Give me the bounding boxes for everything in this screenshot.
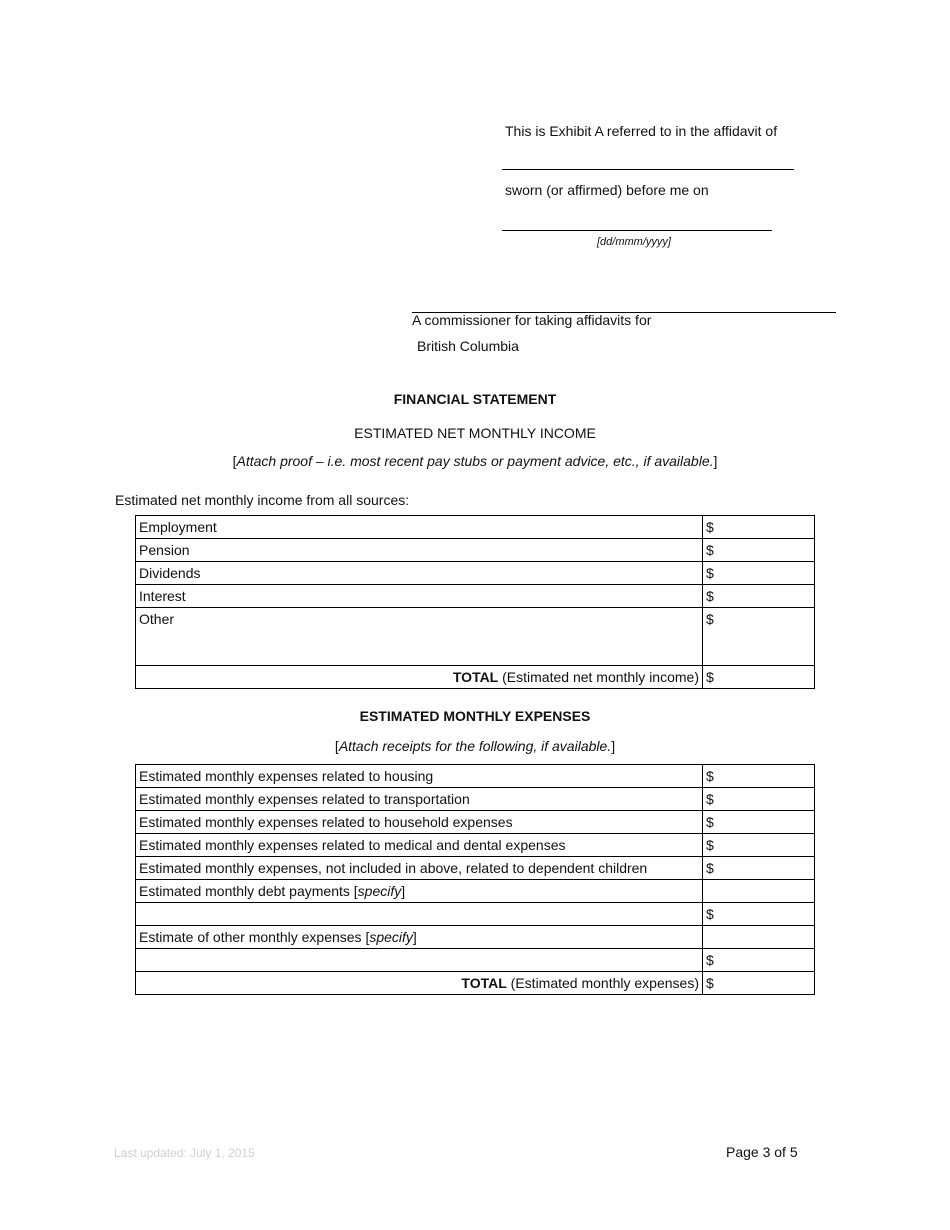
expense-label: Estimated monthly expenses related to housing bbox=[136, 765, 703, 788]
sworn-date-line[interactable] bbox=[502, 230, 772, 231]
debt-amount-cell[interactable]: $ bbox=[703, 903, 815, 926]
income-amount-cell[interactable]: $ bbox=[703, 539, 815, 562]
expense-total-amount[interactable]: $ bbox=[703, 972, 815, 995]
income-note: [Attach proof – i.e. most recent pay stubs or payment advice, etc., if available.] bbox=[232, 453, 718, 469]
income-total-label: TOTAL (Estimated net monthly income) bbox=[136, 666, 703, 689]
income-row-pension bbox=[136, 539, 815, 562]
expense-amount-cell[interactable]: $ bbox=[703, 788, 815, 811]
expense-row-medical bbox=[136, 834, 815, 857]
income-row-employment bbox=[136, 516, 815, 539]
expense-label: Estimated monthly expenses related to household expenses bbox=[136, 811, 703, 834]
income-total-row bbox=[136, 666, 815, 689]
date-format-hint: [dd/mmm/yyyy] bbox=[597, 236, 671, 248]
income-row-interest bbox=[136, 585, 815, 608]
income-label: Pension bbox=[136, 539, 703, 562]
expense-row-debt-entry bbox=[136, 903, 815, 926]
other-specify-cell[interactable] bbox=[136, 949, 703, 972]
expense-row-children bbox=[136, 857, 815, 880]
income-heading: ESTIMATED NET MONTHLY INCOME bbox=[354, 425, 596, 441]
expense-row-household bbox=[136, 811, 815, 834]
expense-amount-cell[interactable]: $ bbox=[703, 857, 815, 880]
sworn-text: sworn (or affirmed) before me on bbox=[505, 182, 709, 198]
income-label: Other bbox=[136, 608, 703, 666]
expense-row-other-header bbox=[136, 926, 815, 949]
expenses-note: [Attach receipts for the following, if available.] bbox=[334, 738, 616, 754]
expense-total-row bbox=[136, 972, 815, 995]
expense-row-housing bbox=[136, 765, 815, 788]
affiant-name-line[interactable] bbox=[502, 169, 794, 170]
expense-label: Estimated monthly expenses related to medical and dental expenses bbox=[136, 834, 703, 857]
other-expense-label: Estimate of other monthly expenses [specify] bbox=[136, 926, 703, 949]
statement-title: FINANCIAL STATEMENT bbox=[393, 391, 557, 407]
income-row-dividends bbox=[136, 562, 815, 585]
income-label: Dividends bbox=[136, 562, 703, 585]
income-amount-cell[interactable]: $ bbox=[703, 562, 815, 585]
debt-specify-cell[interactable] bbox=[136, 903, 703, 926]
income-row-other bbox=[136, 608, 815, 666]
exhibit-referred-text: This is Exhibit A referred to in the affidavit of bbox=[505, 123, 778, 139]
debt-header-amount-cell bbox=[703, 880, 815, 903]
debt-label: Estimated monthly debt payments [specify] bbox=[136, 880, 703, 903]
income-table bbox=[135, 515, 815, 689]
income-total-amount[interactable]: $ bbox=[703, 666, 815, 689]
commissioner-province: British Columbia bbox=[417, 338, 519, 354]
expense-row-transportation bbox=[136, 788, 815, 811]
income-amount-cell[interactable]: $ bbox=[703, 608, 815, 666]
last-updated-text: Last updated: July 1, 2015 bbox=[114, 1146, 255, 1160]
expenses-heading: ESTIMATED MONTHLY EXPENSES bbox=[359, 708, 591, 724]
expense-label: Estimated monthly expenses related to transportation bbox=[136, 788, 703, 811]
expense-amount-cell[interactable]: $ bbox=[703, 811, 815, 834]
income-amount-cell[interactable]: $ bbox=[703, 585, 815, 608]
expense-total-label: TOTAL (Estimated monthly expenses) bbox=[136, 972, 703, 995]
income-label: Interest bbox=[136, 585, 703, 608]
income-label: Employment bbox=[136, 516, 703, 539]
expense-amount-cell[interactable]: $ bbox=[703, 834, 815, 857]
income-amount-cell[interactable]: $ bbox=[703, 516, 815, 539]
other-amount-cell[interactable]: $ bbox=[703, 949, 815, 972]
expenses-table bbox=[135, 764, 815, 995]
expense-label: Estimated monthly expenses, not included in above, related to dependent children bbox=[136, 857, 703, 880]
expense-row-debt-header bbox=[136, 880, 815, 903]
page-number: Page 3 of 5 bbox=[726, 1144, 798, 1160]
expense-row-other-entry bbox=[136, 949, 815, 972]
other-header-amount-cell bbox=[703, 926, 815, 949]
commissioner-text: A commissioner for taking affidavits for bbox=[412, 312, 652, 328]
expense-amount-cell[interactable]: $ bbox=[703, 765, 815, 788]
income-intro: Estimated net monthly income from all sources: bbox=[115, 492, 410, 508]
